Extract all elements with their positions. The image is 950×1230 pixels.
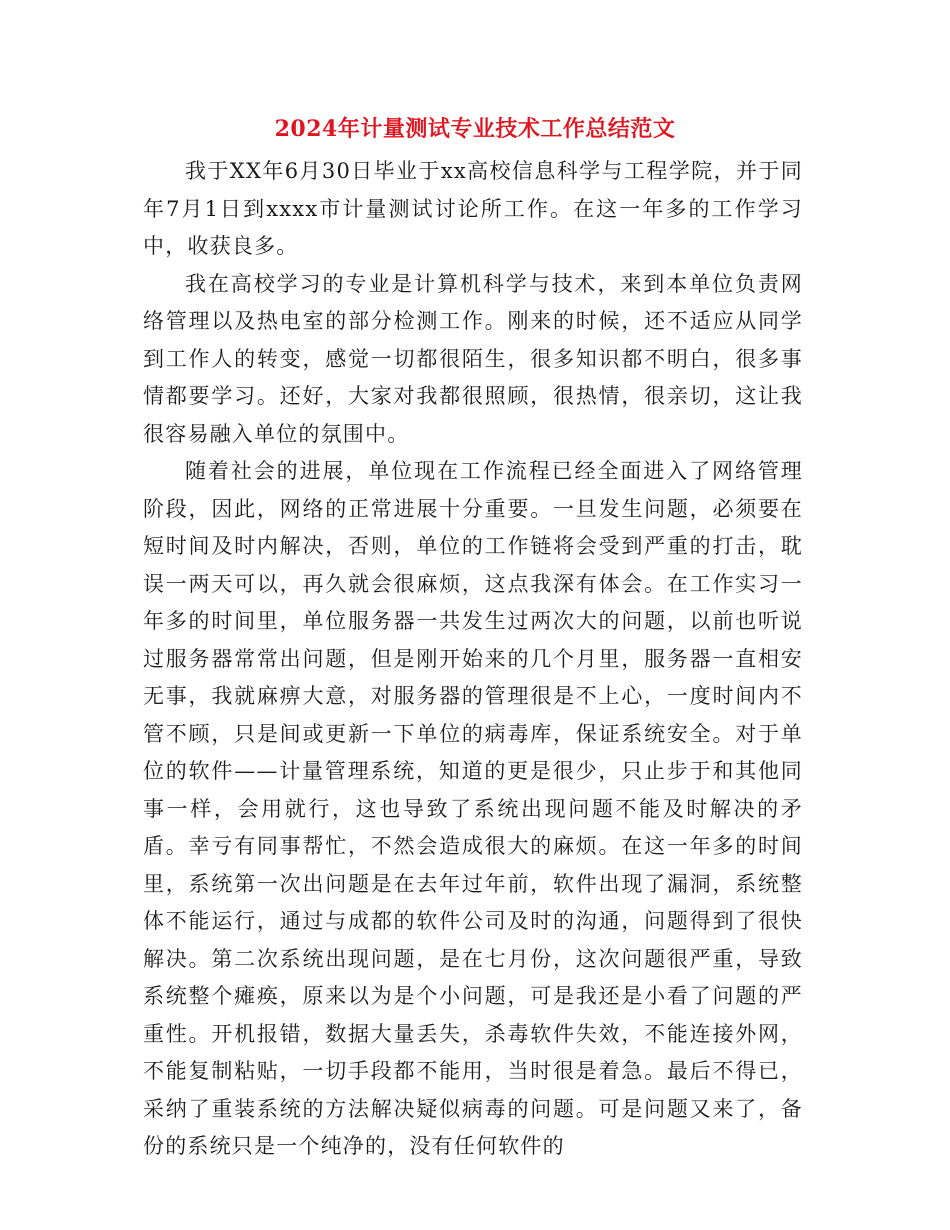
document-body [143, 153, 803, 1166]
paragraph-1: 我于XX年6月30日毕业于xx高校信息科学与工程学院，并于同年7月1日到xxxx市计量测试讨论所工作。在这一年多的工作学习中，收获良多。 [143, 159, 803, 258]
paragraph-3: 随着社会的进展，单位现在工作流程已经全面进入了网络管理阶段，因此，网络的正常进展十分重要。一旦发生问题，必须要在短时间及时内解决，否则，单位的工作链将会受到严重的打击，耽误一两天可以，再久就会很麻烦，这点我深有体会。在工作实习一年多的时间里，单位服务器一共发生过两次大的问题，以前也听说过服务器常常出问题，但是刚开始来的几个月里，服务器一直相安无事，我就麻痹大意，对服务器的管理很是不上心，一度时间内不管不顾，只是间或更新一下单位的病毒库，保证系统安全。对于单位的软件——计量管理系统，知道的更是很少，只止步于和其他同事一样，会用就行，这也导致了系统出现问题不能及时解决的矛盾。幸亏有同事帮忙，不然会造成很大的麻烦。在这一年多的时间里，系统第一次出问题是在去年过年前，软件出现了漏洞，系统整体不能运行，通过与成都的软件公司及时的沟通，问题得到了很快解决。第二次系统出现问题，是在七月份，这次问题很严重，导致系统整个瘫痪，原来以为是个小问题，可是我还是小看了问题的严重性。开机报错，数据大量丢失，杀毒软件失效，不能连接外网，不能复制粘贴，一切手段都不能用，当时很是着急。最后不得已，采纳了重装系统的方法解决疑似病毒的问题。可是问题又来了，备份的系统只是一个纯净的，没有任何软件的 [143, 459, 803, 1158]
paragraph-2: 我在高校学习的专业是计算机科学与技术，来到本单位负责网络管理以及热电室的部分检测工作。刚来的时候，还不适应从同学到工作人的转变，感觉一切都很陌生，很多知识都不明白，很多事情都要学习。还好，大家对我都很照顾，很热情，很亲切，这让我很容易融入单位的氛围中。 [143, 271, 803, 446]
document-title: 2024年计量测试专业技术工作总结范文 [274, 116, 676, 142]
